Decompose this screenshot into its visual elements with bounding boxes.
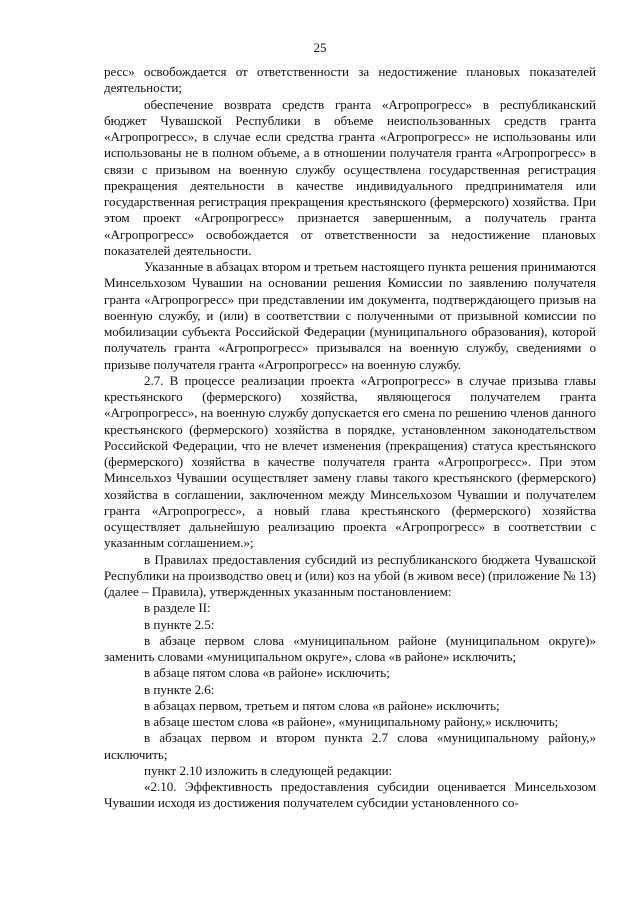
paragraph-clause-2-7: 2.7. В процессе реализации проекта «Агропрогресс» в случае призыва главы крестьянского (фермерского) хозяйства, являющегося получателем гранта «Агропрогресс», на военную службу допускается его смена по решению членов данного крестьянского (фермерского) хозяйства в порядке, установленном законодательством Российской Федерации, что не влечет изменения (прекращения) статуса крестьянского (фермерского) хозяйства в качестве получателя гранта «Агропрогресс». При этом Минсельхоз Чувашии осуществляет замену главы такого крестьянского (фермерского) хозяйства в соглашении, заключенном между Минсельхозом Чувашии и получателем гранта «Агропрогресс», а новый глава крестьянского (фермерского) хозяйства осуществляет дальнейшую реализацию проекта «Агропрогресс» в соответствии с указанным соглашением.»; — [104, 372, 596, 551]
paragraph-first-abzac: в абзаце первом слова «муниципальном районе (муниципальном округе)» заменить словами «муниципальном округе», слова «в районе» исключить; — [104, 632, 596, 664]
document-body — [104, 64, 596, 812]
paragraph-sixth-abzac: в абзаце шестом слова «в районе», «муниципальному району,» исключить; — [144, 714, 559, 729]
paragraph-clause-2-7-abzacs: в абзацах первом и втором пункта 2.7 слова «муниципальному району,» исключить; — [104, 730, 596, 762]
paragraph-clause-2-6: в пункте 2.6: — [144, 681, 215, 697]
paragraph-rules-subsidies: в Правилах предоставления субсидий из республиканского бюджета Чувашской Республики на производство овец и (или) коз на убой (в живом весе) (приложение № 13) (далее – Правила), утвержденных указанным постановлением: — [104, 551, 596, 599]
paragraph-fifth-abzac: в абзаце пятом слова «в районе» исключить; — [144, 665, 390, 681]
paragraph-clause-2-5: в пункте 2.5: — [144, 616, 215, 632]
paragraph-clause-2-10: пункт 2.10 изложить в следующей редакции: — [144, 762, 393, 778]
paragraph-continuation: ресс» освобождается от ответственности за недостижение плановых показателей деятельности; — [104, 64, 596, 96]
paragraph-decisions: Указанные в абзацах втором и третьем настоящего пункта решения принимаются Минсельхозом Чувашии на основании решения Комиссии по заявлению получателя гранта «Агропрогресс» при представлении им документа, подтверждающего призыв на военную службу, и (или) в соответствии с полученными от призывной комиссии по мобилизации субъекта Российской Федерации (муниципального образования), которой получатель гранта «Агропрогресс» призывался на военную службу, сведениями о призыве получателя гранта «Агропрогресс» на военную службу. — [104, 259, 596, 372]
paragraph-grant-refund: обеспечение возврата средств гранта «Агропрогресс» в республиканский бюджет Чувашской Республики в объеме неиспользованных средств гранта «Агропрогресс», в случае если средства гранта «Агропрогресс» не использованы или использованы не в полном объеме, а в отношении получателя гранта «Агропрогресс» в связи с призывом на военную службу осуществлена государственная регистрация прекращения деятельности в качестве индивидуального предпринимателя или государственная регистрация прекращения крестьянского (фермерского) хозяйства. При этом проект «Агропрогресс» признается завершенным, а получатель гранта «Агропрогресс» освобождается от ответственности за недостижение плановых показателей деятельности. — [104, 96, 596, 258]
paragraph-clause-2-10-text: «2.10. Эффективность предоставления субсидии оценивается Минсельхозом Чувашии исходя из достижения получателем субсидии установленного со- — [104, 779, 596, 811]
paragraph-abzacs-1-3-5: в абзацах первом, третьем и пятом слова «в районе» исключить; — [144, 697, 500, 713]
paragraph-section-ii: в разделе II: — [144, 600, 211, 616]
page-number: 25 — [313, 40, 327, 55]
